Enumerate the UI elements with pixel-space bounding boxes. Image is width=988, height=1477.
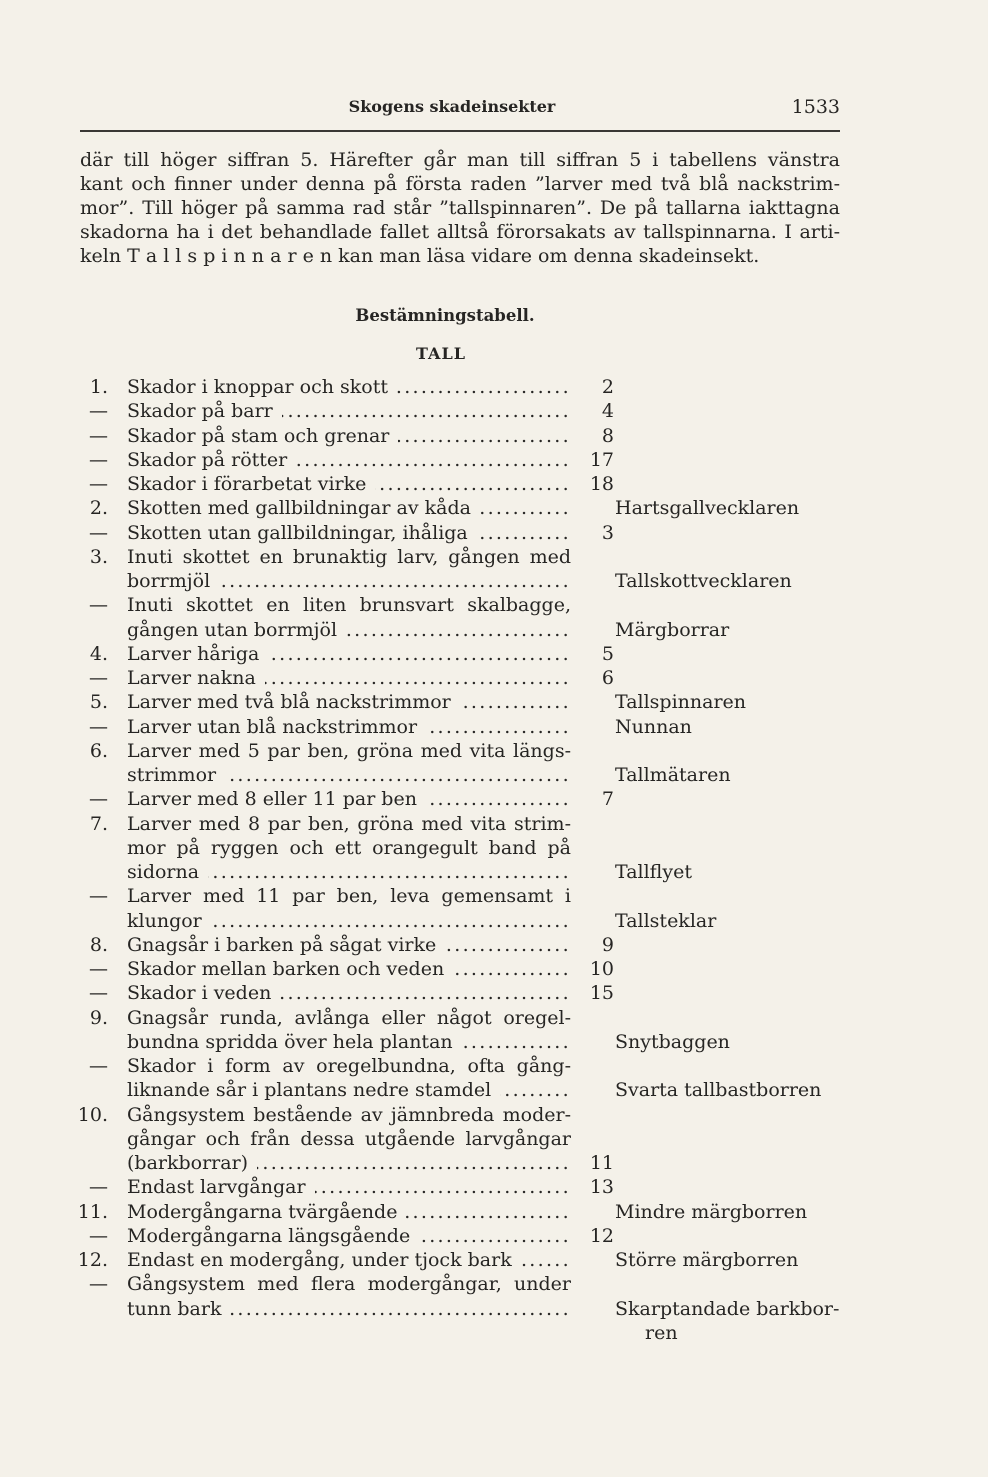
entry-description-text: Larver med 8 eller 11 par ben — [127, 788, 417, 811]
dot-leader — [480, 496, 571, 520]
entry-description-text: (barkborrar) — [127, 1152, 249, 1174]
dot-leader — [296, 448, 571, 472]
key-line — [0, 1248, 988, 1272]
key-entry — [0, 787, 988, 811]
key-entry — [0, 1272, 988, 1345]
key-line — [0, 618, 988, 642]
key-line — [0, 375, 988, 399]
key-line — [0, 569, 988, 593]
key-line — [0, 399, 988, 423]
key-line — [0, 1030, 988, 1054]
entry-description-text: Skador på rötter — [127, 448, 288, 471]
key-entry — [0, 1200, 988, 1224]
entry-number: 11. — [77, 1200, 108, 1223]
key-entry — [0, 739, 988, 788]
entry-description-text: Modergångarna tvärgående — [127, 1200, 398, 1223]
entry-description — [127, 399, 571, 423]
header-rule — [80, 130, 840, 132]
dot-leader — [460, 690, 571, 714]
entry-reference-number: 13 — [589, 1176, 614, 1199]
key-line — [0, 521, 988, 545]
entry-result-name: ren — [645, 1321, 678, 1344]
entry-description — [127, 1224, 571, 1248]
entry-description-text: Skador mellan barken och veden — [127, 958, 445, 980]
entry-reference-number: 6 — [601, 667, 614, 689]
entry-number: 10. — [77, 1103, 108, 1126]
entry-result-name: Nunnan — [615, 715, 692, 738]
entry-reference-number: 11 — [589, 1152, 614, 1174]
paragraph-line: där till höger siffran 5. Härefter går man till siffran 5 i tabellens vänstra — [80, 149, 840, 171]
key-line — [0, 690, 988, 714]
key-line — [0, 1200, 988, 1224]
entry-number: 8. — [89, 933, 108, 956]
key-line — [0, 715, 988, 739]
key-line — [0, 739, 988, 763]
entry-number: 7. — [89, 812, 108, 835]
entry-description-text: Larver nakna — [127, 667, 256, 689]
entry-description-text: Skador i veden — [127, 982, 272, 1005]
entry-description — [127, 666, 571, 690]
key-entry — [0, 1248, 988, 1272]
page-number: 1533 — [791, 96, 840, 118]
entry-description — [127, 496, 571, 520]
table-subtitle: TALL — [416, 344, 466, 363]
entry-description-text: Modergångarna längsgående — [127, 1224, 411, 1247]
entry-description-text: sidorna — [127, 861, 200, 883]
entry-description: Skador i form av oregelbundna, ofta gång- — [127, 1055, 571, 1077]
entry-description-text: Larver med två blå nackstrimmor — [127, 691, 451, 714]
key-line — [0, 981, 988, 1005]
key-line — [0, 933, 988, 957]
key-line — [0, 424, 988, 448]
key-entry — [0, 1006, 988, 1055]
key-line — [0, 1224, 988, 1248]
entry-description-text: Skador i förarbetat virke — [127, 473, 367, 495]
entry-description — [127, 618, 571, 642]
entry-result-name: Tallspinnaren — [615, 691, 747, 714]
entry-number: 1. — [89, 376, 108, 398]
dot-leader — [426, 715, 571, 739]
key-line — [0, 1272, 988, 1296]
entry-number: 3. — [89, 545, 108, 568]
dot-leader — [453, 957, 571, 981]
dot-leader — [211, 909, 571, 933]
entry-description: Gångsystem bestående av jämnbreda moder- — [127, 1103, 571, 1126]
entry-reference-number: 8 — [601, 424, 614, 447]
entry-reference-number: 18 — [589, 473, 614, 495]
key-entry — [0, 884, 988, 933]
entry-number: 9. — [89, 1006, 108, 1029]
key-entry — [0, 715, 988, 739]
entry-description-text: gången utan borrmjöl — [127, 618, 338, 641]
entry-result-name: Svarta tallbastborren — [615, 1079, 822, 1102]
entry-description-text: Skador i knoppar och skott — [127, 376, 388, 398]
entry-description — [127, 375, 571, 399]
dot-leader — [477, 521, 571, 545]
entry-number: — — [89, 424, 108, 447]
key-line — [0, 909, 988, 933]
dot-leader — [445, 933, 571, 957]
key-entry — [0, 521, 988, 545]
dot-leader — [397, 375, 571, 399]
identification-key-table — [0, 375, 988, 1345]
entry-description — [127, 1297, 571, 1321]
entry-reference-number: 7 — [601, 788, 614, 811]
entry-description: Larver med 5 par ben, gröna med vita längs- — [127, 739, 571, 762]
entry-description — [127, 642, 571, 666]
entry-description — [127, 1200, 571, 1224]
entry-description — [127, 909, 571, 933]
entry-description-text: Larver håriga — [127, 642, 260, 665]
entry-description — [127, 472, 571, 496]
entry-number: 2. — [89, 497, 108, 520]
entry-result-name: Skarptandade barkbor- — [615, 1297, 840, 1320]
dot-leader — [219, 569, 571, 593]
key-line — [0, 787, 988, 811]
entry-description — [127, 981, 571, 1005]
entry-description-text: Skador på stam och grenar — [127, 424, 390, 447]
key-line — [0, 642, 988, 666]
entry-reference-number: 3 — [601, 521, 614, 544]
key-line — [0, 448, 988, 472]
entry-description-text: Larver utan blå nackstrimmor — [127, 715, 418, 738]
entry-description: Gångsystem med flera modergångar, under — [127, 1273, 571, 1296]
key-entry — [0, 375, 988, 399]
key-entry — [0, 1054, 988, 1103]
key-entry — [0, 981, 988, 1005]
key-entry — [0, 448, 988, 472]
entry-description: Gnagsår runda, avlånga eller något oregel- — [127, 1006, 571, 1029]
entry-number: — — [89, 667, 108, 689]
key-entry — [0, 933, 988, 957]
entry-reference-number: 2 — [601, 376, 614, 398]
key-line — [0, 1078, 988, 1102]
entry-number: 5. — [89, 691, 108, 714]
dot-leader — [500, 1078, 571, 1102]
key-line — [0, 1321, 988, 1345]
key-line — [0, 496, 988, 520]
entry-description — [127, 690, 571, 714]
dot-leader — [419, 1224, 571, 1248]
dot-leader — [462, 1030, 571, 1054]
dot-leader — [426, 787, 571, 811]
entry-number: — — [89, 715, 108, 738]
entry-description-text: Gnagsår i barken på sågat virke — [127, 933, 437, 956]
entry-number: — — [89, 448, 108, 471]
entry-number: — — [89, 400, 108, 423]
entry-reference-number: 5 — [601, 642, 614, 665]
key-line — [0, 666, 988, 690]
key-line — [0, 1054, 988, 1078]
key-line — [0, 472, 988, 496]
dot-leader — [406, 1200, 571, 1224]
entry-description-text: Skotten utan gallbildningar, ihåliga — [127, 521, 468, 544]
entry-reference-number: 12 — [589, 1224, 614, 1247]
dot-leader — [521, 1248, 571, 1272]
key-line — [0, 957, 988, 981]
entry-description-text: liknande sår i plantans nedre stamdel — [127, 1079, 492, 1102]
dot-leader — [208, 860, 571, 884]
dot-leader — [230, 1297, 571, 1321]
entry-result-name: Mindre märgborren — [615, 1200, 808, 1223]
entry-description: Inuti skottet en brunaktig larv, gången med — [127, 545, 571, 568]
entry-number: — — [89, 885, 108, 908]
entry-description: Larver med 8 par ben, gröna med vita strim- — [127, 812, 571, 835]
key-line — [0, 1006, 988, 1030]
entry-number: 12. — [77, 1249, 108, 1271]
key-line — [0, 545, 988, 569]
key-line — [0, 593, 988, 617]
key-line — [0, 860, 988, 884]
entry-description — [127, 715, 571, 739]
key-entry — [0, 545, 988, 594]
entry-description — [127, 1175, 571, 1199]
dot-leader — [225, 763, 571, 787]
entry-description-text: tunn bark — [127, 1297, 222, 1320]
entry-reference-number: 17 — [589, 448, 614, 471]
dot-leader — [265, 666, 571, 690]
entry-description-text: Skador på barr — [127, 400, 273, 423]
key-entry — [0, 666, 988, 690]
entry-description: Inuti skottet en liten brunsvart skalbagge, — [127, 594, 571, 617]
entry-number: — — [89, 788, 108, 811]
key-entry — [0, 472, 988, 496]
key-entry — [0, 957, 988, 981]
entry-reference-number: 4 — [601, 400, 614, 423]
key-line — [0, 763, 988, 787]
key-line — [0, 1103, 988, 1127]
entry-description — [127, 569, 571, 593]
dot-leader — [268, 642, 571, 666]
entry-description-text: strimmor — [127, 764, 217, 786]
dot-leader — [257, 1151, 571, 1175]
key-entry — [0, 399, 988, 423]
entry-description — [127, 1248, 571, 1272]
key-entry — [0, 496, 988, 520]
entry-description — [127, 763, 571, 787]
dot-leader — [398, 424, 571, 448]
key-line — [0, 1127, 988, 1151]
key-entry — [0, 1224, 988, 1248]
entry-description — [127, 860, 571, 884]
entry-result-name: Tallmätaren — [615, 764, 731, 786]
running-title: Skogens skadeinsekter — [348, 97, 556, 116]
dot-leader — [346, 618, 571, 642]
entry-number: — — [89, 982, 108, 1005]
entry-description — [127, 787, 571, 811]
dot-leader — [375, 472, 571, 496]
paragraph-line: keln T a l l s p i n n a r e n kan man läsa vidare om denna skadeinsekt. — [80, 245, 760, 267]
entry-result-name: Tallskottvecklaren — [615, 570, 792, 592]
entry-number: — — [89, 1273, 108, 1296]
key-line — [0, 836, 988, 860]
entry-result-name: Hartsgallvecklaren — [615, 497, 800, 520]
dot-leader — [282, 399, 571, 423]
entry-description — [127, 424, 571, 448]
entry-number: 4. — [89, 642, 108, 665]
paragraph-line: skadorna ha i det behandlade fallet alltså förorsakats av tallspinnarna. I arti- — [80, 221, 840, 243]
key-entry — [0, 593, 988, 642]
key-line — [0, 1175, 988, 1199]
entry-reference-number: 15 — [589, 982, 614, 1005]
entry-number: — — [89, 594, 108, 617]
entry-description — [127, 1151, 571, 1175]
entry-number: — — [89, 1224, 108, 1247]
entry-result-name: Tallsteklar — [615, 909, 717, 932]
entry-description — [127, 933, 571, 957]
entry-description: Larver med 11 par ben, leva gemensamt i — [127, 885, 571, 908]
entry-result-name: Större märgborren — [615, 1249, 799, 1271]
entry-description — [127, 448, 571, 472]
entry-description — [127, 1078, 571, 1102]
paragraph-line: kant och finner under denna på första raden ”larver med två blå nackstrim- — [80, 173, 840, 195]
key-entry — [0, 642, 988, 666]
key-entry — [0, 424, 988, 448]
entry-result-name: Märgborrar — [615, 618, 730, 641]
key-line — [0, 812, 988, 836]
entry-reference-number: 10 — [589, 958, 614, 980]
entry-description — [127, 1030, 571, 1054]
entry-description — [127, 957, 571, 981]
entry-description-text: Endast larvgångar — [127, 1176, 306, 1199]
key-entry — [0, 1175, 988, 1199]
entry-result-name: Tallflyet — [615, 861, 692, 883]
key-line — [0, 884, 988, 908]
key-line — [0, 1151, 988, 1175]
entry-number: 6. — [89, 739, 108, 762]
entry-number: — — [89, 473, 108, 495]
entry-description: gångar och från dessa utgående larvgångar — [127, 1127, 571, 1150]
key-entry — [0, 1103, 988, 1176]
entry-description-text: klungor — [127, 909, 202, 932]
entry-description-text: borrmjöl — [127, 570, 211, 592]
key-entry — [0, 812, 988, 885]
entry-description — [127, 521, 571, 545]
dot-leader — [280, 981, 571, 1005]
intro-paragraph — [80, 148, 840, 268]
dot-leader — [315, 1175, 571, 1199]
entry-description-text: bundna spridda över hela plantan — [127, 1030, 453, 1053]
entry-description-text: Skotten med gallbildningar av kåda — [127, 497, 471, 520]
key-entry — [0, 690, 988, 714]
table-title: Bestämningstabell. — [355, 306, 535, 325]
entry-number: — — [89, 521, 108, 544]
key-line — [0, 1297, 988, 1321]
entry-number: — — [89, 958, 108, 980]
entry-result-name: Snytbaggen — [615, 1030, 730, 1053]
entry-number: — — [89, 1176, 108, 1199]
entry-description: mor på ryggen och ett orangegult band på — [127, 836, 571, 859]
entry-description-text: Endast en modergång, under tjock bark — [127, 1249, 512, 1271]
entry-number: — — [89, 1055, 108, 1077]
entry-reference-number: 9 — [601, 933, 614, 956]
paragraph-line: mor”. Till höger på samma rad står ”tallspinnaren”. De på tallarna iakttagna — [80, 197, 840, 219]
